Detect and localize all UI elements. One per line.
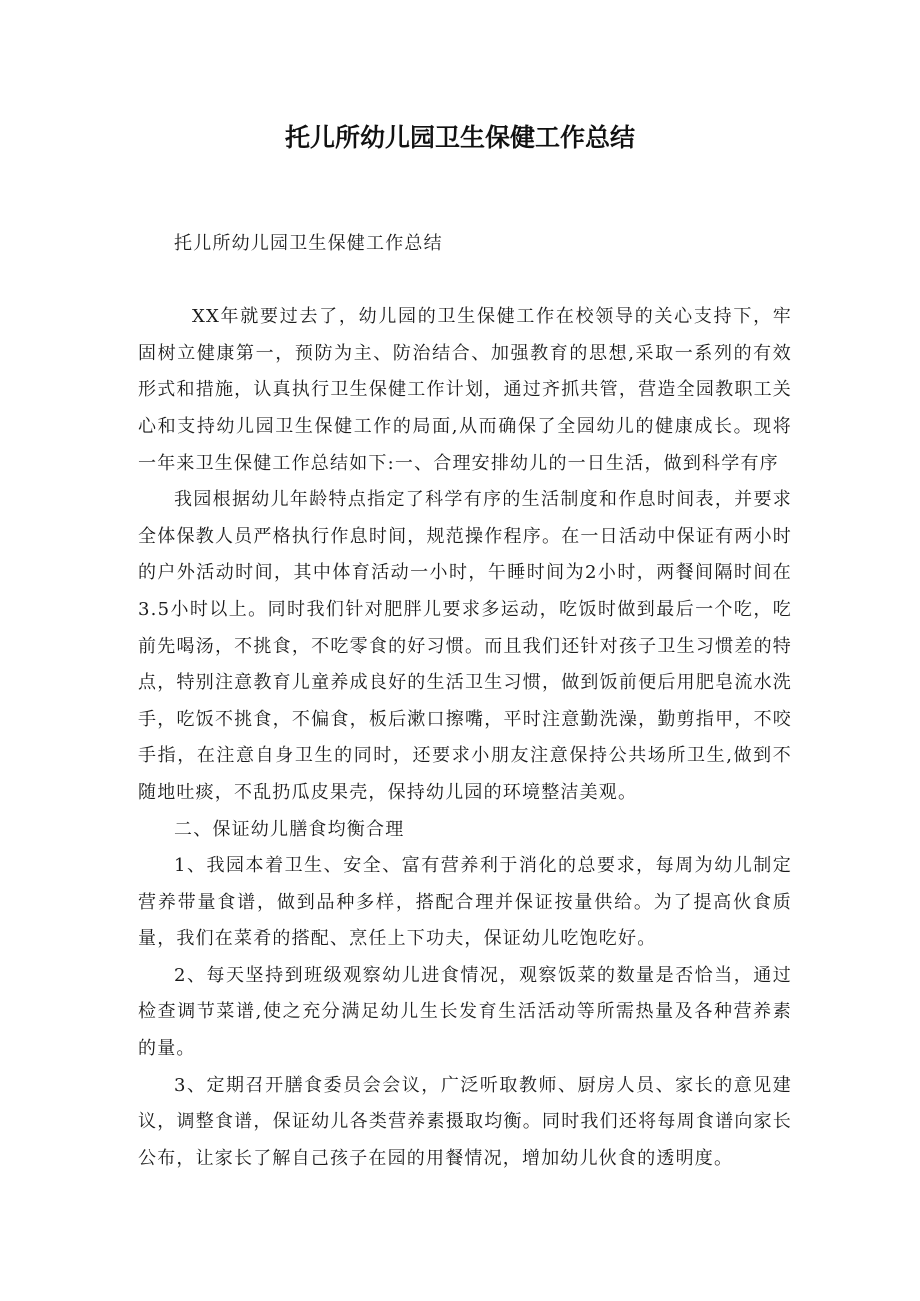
section-heading-diet: 二、保证幼儿膳食均衡合理 [174,818,405,840]
paragraph-daily-schedule: 我园根据幼儿年龄特点指定了科学有序的生活制度和作息时间表，并要求全体保教人员严格执行作息时间，规范操作程序。在一日活动中保证有两小时的户外活动时间，其中体育活动一小时，午睡时间为2小时，两餐间隔时间在3.5小时以上。同时我们针对肥胖儿要求多运动，吃饭时做到最后一个吃，吃前先喝汤，不挑食，不吃零食的好习惯。而且我们还针对孩子卫生习惯差的特点，特别注意教育儿童养成良好的生活卫生习惯，做到饭前便后用肥皂流水洗手，吃饭不挑食，不偏食，板后漱口擦嘴，平时注意勤洗澡，勤剪指甲，不咬手指，在注意自身卫生的同时，还要求小朋友注意保持公共场所卫生,做到不随地吐痰，不乱扔瓜皮果壳，保持幼儿园的环境整洁美观。 [138,489,792,803]
paragraph-diet-item-1: 1、我园本着卫生、安全、富有营养利于消化的总要求，每周为幼儿制定营养带量食谱，做到品种多样，搭配合理并保证按量供给。为了提高伙食质量，我们在菜肴的搭配、烹任上下功夫，保证幼儿吃饱吃好。 [138,855,792,950]
paragraph-diet-item-2: 2、每天坚持到班级观察幼儿进食情况，观察饭菜的数量是否恰当，通过检查调节菜谱,使之充分满足幼儿生长发育生活活动等所需热量及各种营养素的量。 [138,964,792,1060]
document-subtitle: 托儿所幼儿园卫生保健工作总结 [174,233,443,254]
paragraph-diet-item-3: 3、定期召开膳食委员会会议，广泛听取教师、厨房人员、家长的意见建议，调整食谱，保证幼儿各类营养素摄取均衡。同时我们还将每周食谱向家长公布，让家长了解自己孩子在园的用餐情况，增加幼儿伙食的透明度。 [138,1074,792,1169]
document-body [138,226,792,1177]
paragraph-intro: XX年就要过去了，幼儿园的卫生保健工作在校领导的关心支持下，牢固树立健康第一，预防为主、防治结合、加强教育的思想,采取一系列的有效形式和措施，认真执行卫生保健工作计划，通过齐抓共管，营造全园教职工关心和支持幼儿园卫生保健工作的局面,从而确保了全园幼儿的健康成长。现将一年来卫生保健工作总结如下:一、合理安排幼儿的一日生活，做到科学有序 [138,306,792,474]
document-title: 托儿所幼儿园卫生保健工作总结 [284,123,635,152]
